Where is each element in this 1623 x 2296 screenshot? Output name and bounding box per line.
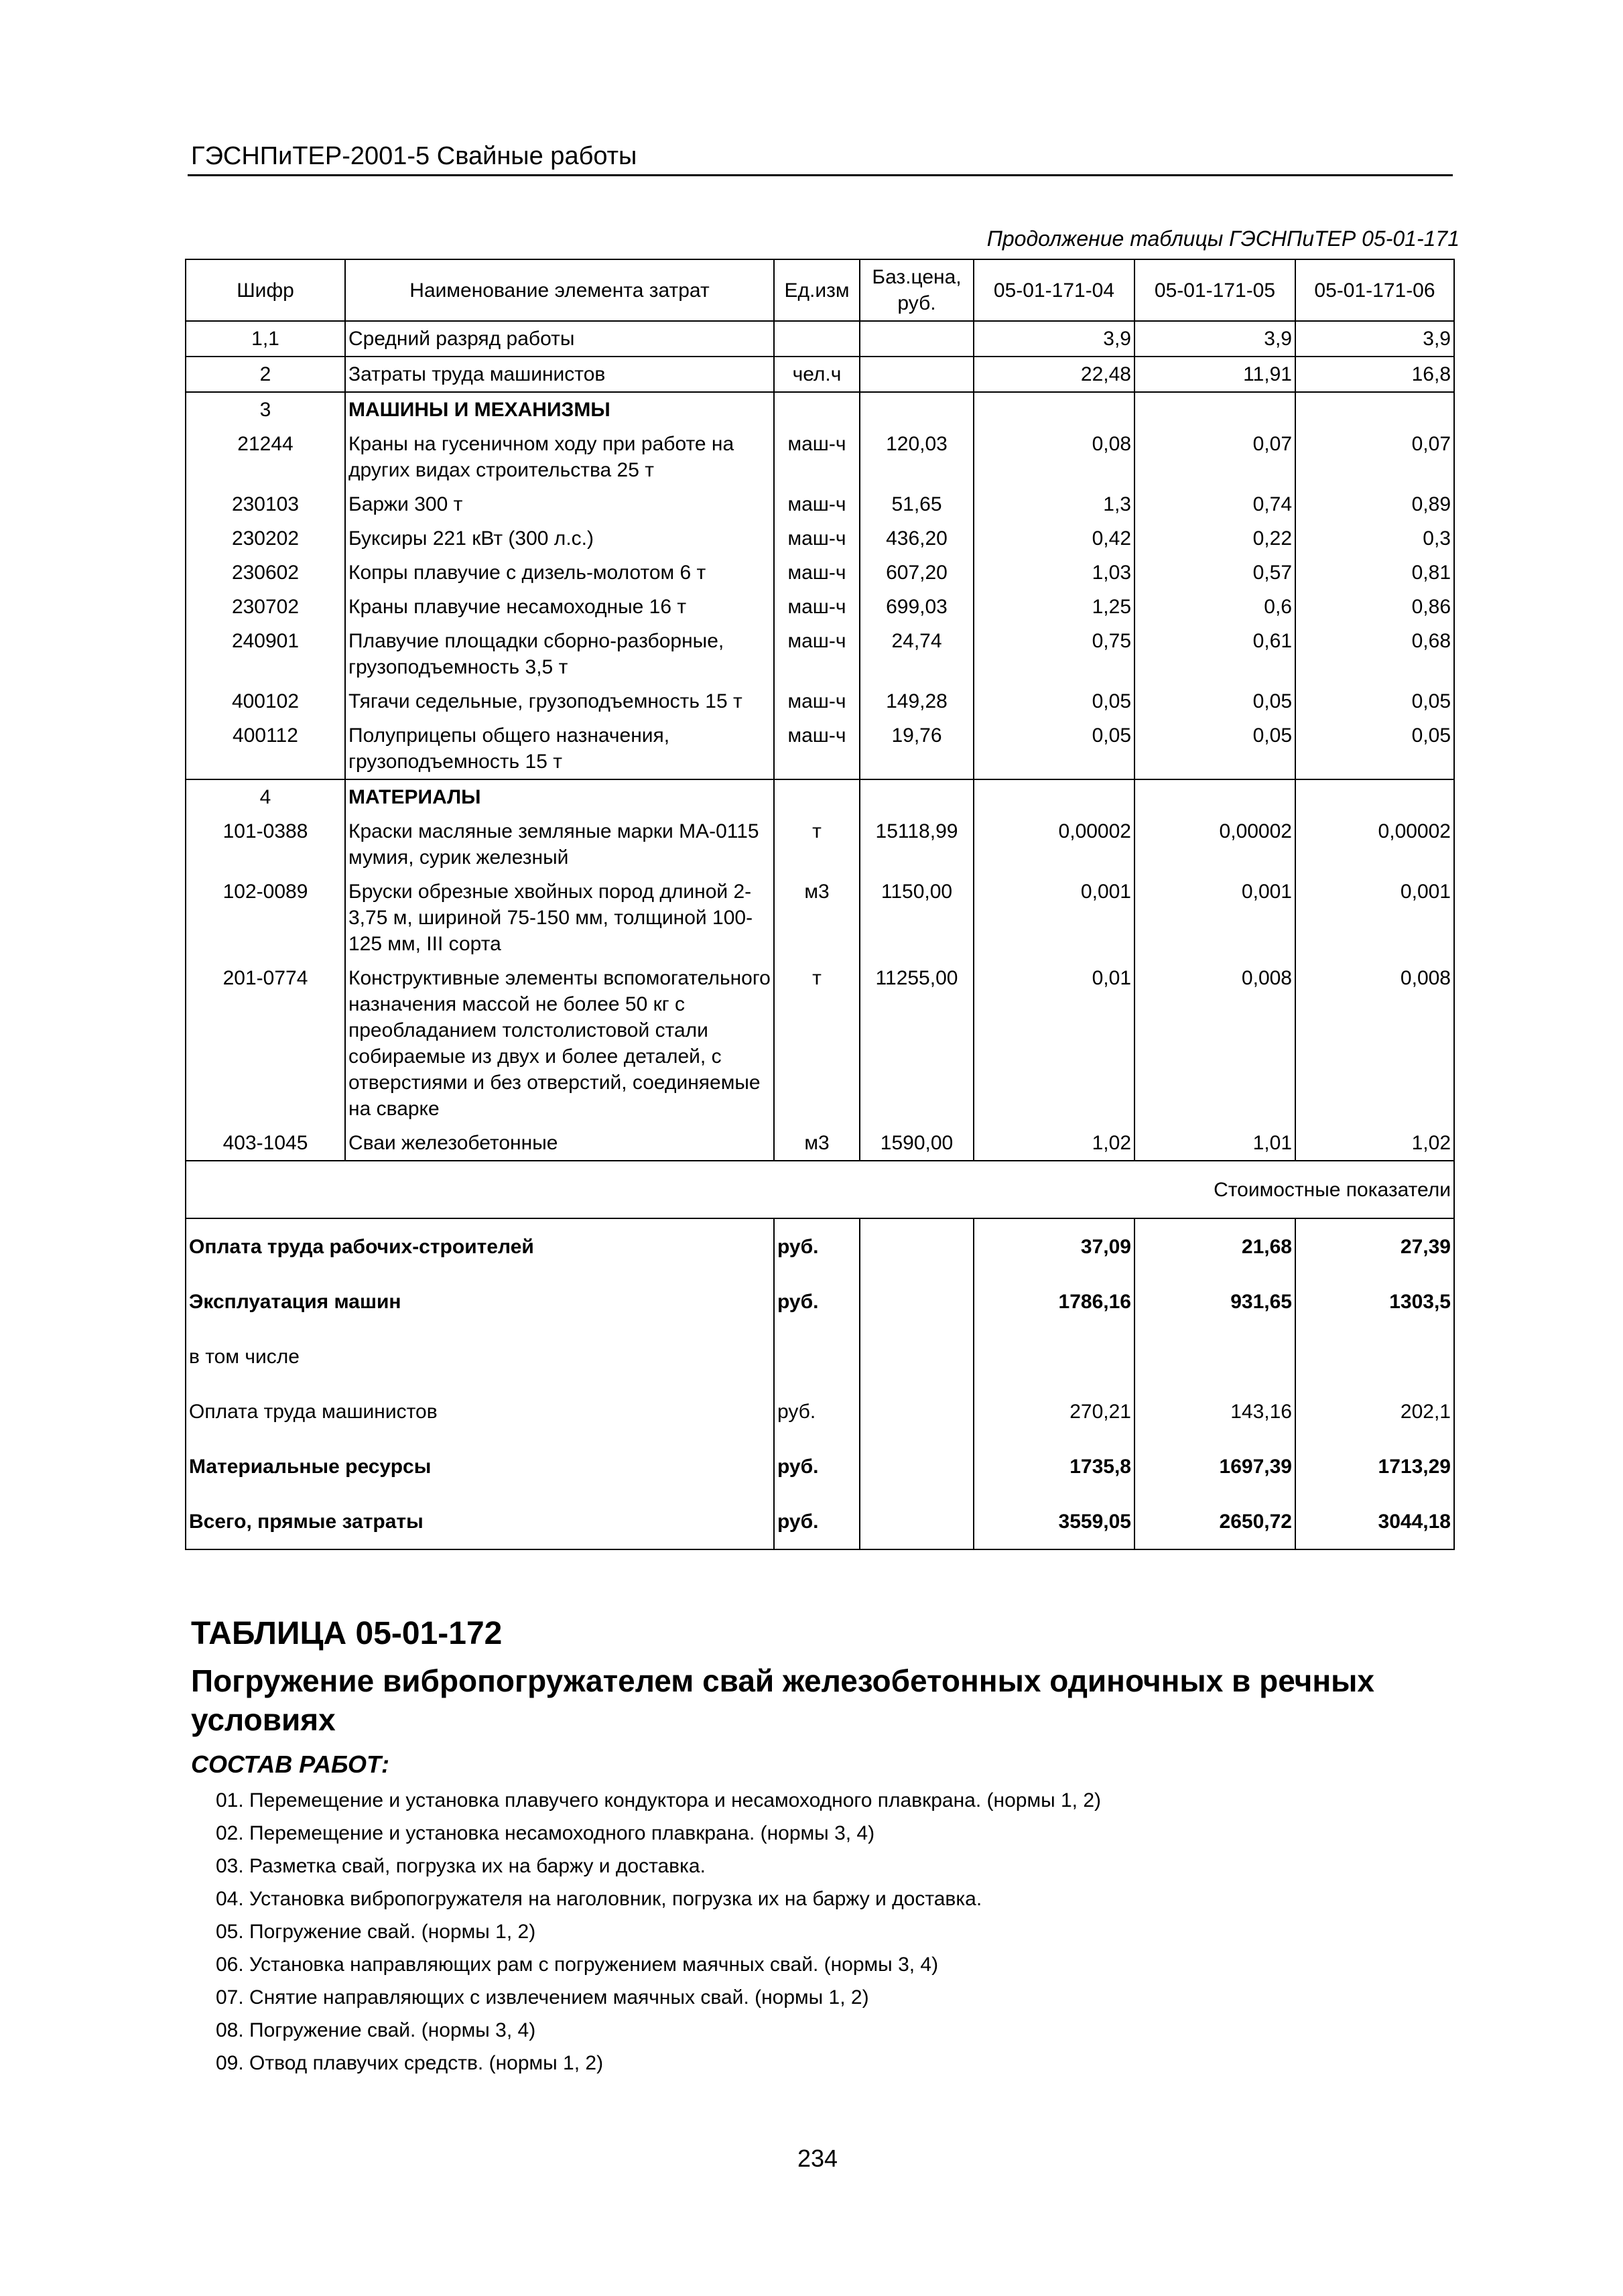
cell-value-06: 16,8 — [1295, 357, 1454, 392]
cell-price: 19,76 — [860, 718, 974, 779]
table-row — [186, 321, 1454, 357]
cell-value-04: 0,05 — [974, 718, 1134, 779]
cell-value-04: 3,9 — [974, 321, 1134, 357]
list-item: 02. Перемещение и установка несамоходного плавкрана. (нормы 3, 4) — [216, 1822, 875, 1844]
resource-cost-table — [185, 259, 1455, 1550]
table-row — [186, 1126, 1454, 1161]
cell-value-06: 0,89 — [1295, 487, 1454, 521]
list-item: 06. Установка направляющих рам с погружением маячных свай. (нормы 3, 4) — [216, 1954, 939, 1976]
list-item: 05. Погружение свай. (нормы 1, 2) — [216, 1921, 536, 1943]
cell-price: 120,03 — [860, 427, 974, 487]
footer-name: Оплата труда машинистов — [186, 1384, 774, 1439]
cell-unit: маш-ч — [774, 427, 860, 487]
cell-code: 230202 — [186, 521, 345, 556]
table-row — [186, 427, 1454, 487]
cell-value-06: 0,86 — [1295, 590, 1454, 624]
footer-value-05: 143,16 — [1134, 1384, 1295, 1439]
cell-unit: маш-ч — [774, 624, 860, 684]
footer-value-05: 1697,39 — [1134, 1439, 1295, 1494]
cell-code: 400112 — [186, 718, 345, 779]
footer-unit: руб. — [774, 1494, 860, 1549]
cell-value-05 — [1134, 779, 1295, 814]
footer-value-04: 1735,8 — [974, 1439, 1134, 1494]
footer-value-04: 270,21 — [974, 1384, 1134, 1439]
footer-value-05: 21,68 — [1134, 1218, 1295, 1274]
footer-value-06: 1303,5 — [1295, 1274, 1454, 1329]
cell-unit: маш-ч — [774, 556, 860, 590]
section-subtitle: Погружение вибропогружателем свай железобетонных одиночных в речных условиях — [191, 1663, 1375, 1737]
cell-value-06: 0,81 — [1295, 556, 1454, 590]
footer-row — [186, 1329, 1454, 1384]
cell-value-04: 0,00002 — [974, 814, 1134, 875]
column-header-base-price: Баз.цена, руб. — [860, 259, 974, 321]
cell-price: 51,65 — [860, 487, 974, 521]
footer-value-06: 3044,18 — [1295, 1494, 1454, 1549]
cell-unit: маш-ч — [774, 684, 860, 718]
footer-unit: руб. — [774, 1384, 860, 1439]
footer-price — [860, 1384, 974, 1439]
cell-value-05: 0,05 — [1134, 684, 1295, 718]
cell-value-05 — [1134, 392, 1295, 427]
table-row — [186, 624, 1454, 684]
cell-value-06: 3,9 — [1295, 321, 1454, 357]
cell-price: 149,28 — [860, 684, 974, 718]
cell-value-04: 0,01 — [974, 961, 1134, 1126]
table-section-row — [186, 779, 1454, 814]
table-section-row — [186, 392, 1454, 427]
cell-name: Затраты труда машинистов — [345, 357, 774, 392]
footer-row — [186, 1384, 1454, 1439]
footer-value-06 — [1295, 1329, 1454, 1384]
cell-price — [860, 779, 974, 814]
cell-value-05: 0,74 — [1134, 487, 1295, 521]
column-header-norm-05: 05-01-171-05 — [1134, 259, 1295, 321]
cell-price: 1590,00 — [860, 1126, 974, 1161]
cell-value-06: 0,008 — [1295, 961, 1454, 1126]
works-list — [216, 1789, 1101, 2085]
cell-code: 21244 — [186, 427, 345, 487]
cell-name: Копры плавучие с дизель-молотом 6 т — [345, 556, 774, 590]
cell-name: Краски масляные земляные марки МА-0115 мумия, сурик железный — [345, 814, 774, 875]
cell-price: 15118,99 — [860, 814, 974, 875]
footer-unit — [774, 1329, 860, 1384]
footer-name: Материальные ресурсы — [186, 1439, 774, 1494]
cell-value-06: 1,02 — [1295, 1126, 1454, 1161]
cell-unit — [774, 392, 860, 427]
column-header-norm-04: 05-01-171-04 — [974, 259, 1134, 321]
cell-price: 24,74 — [860, 624, 974, 684]
footer-price — [860, 1274, 974, 1329]
cell-value-06 — [1295, 392, 1454, 427]
cell-unit: маш-ч — [774, 487, 860, 521]
table-row — [186, 961, 1454, 1126]
footer-unit: руб. — [774, 1218, 860, 1274]
section-title: ТАБЛИЦА 05-01-172 — [191, 1616, 503, 1651]
page-number: 234 — [797, 2145, 838, 2172]
cell-name: Средний разряд работы — [345, 321, 774, 357]
cell-price: 1150,00 — [860, 875, 974, 961]
cell-code: 230702 — [186, 590, 345, 624]
cell-name: Конструктивные элементы вспомогательного назначения массой не более 50 кг с преобладанием толстолистовой стали собираемые из двух и более деталей, с отверстиями и без отверстий, соединяемые на сварке — [345, 961, 774, 1126]
footer-value-06: 202,1 — [1295, 1384, 1454, 1439]
cell-name: Плавучие площадки сборно-разборные, грузоподъемность 3,5 т — [345, 624, 774, 684]
cost-indicators-label: Стоимостные показатели — [186, 1161, 1454, 1218]
footer-value-05: 2650,72 — [1134, 1494, 1295, 1549]
cell-unit: маш-ч — [774, 521, 860, 556]
footer-value-04 — [974, 1329, 1134, 1384]
cell-price: 11255,00 — [860, 961, 974, 1126]
cell-value-04: 1,25 — [974, 590, 1134, 624]
cell-name: Краны на гусеничном ходу при работе на других видах строительства 25 т — [345, 427, 774, 487]
footer-row — [186, 1218, 1454, 1274]
table-row — [186, 814, 1454, 875]
cell-unit: м3 — [774, 875, 860, 961]
cell-name: Тягачи седельные, грузоподъемность 15 т — [345, 684, 774, 718]
cell-unit: т — [774, 961, 860, 1126]
cell-unit — [774, 779, 860, 814]
page-header: ГЭСНПиТЕР-2001-5 Свайные работы — [191, 142, 637, 170]
cell-code: 230103 — [186, 487, 345, 521]
cell-value-04 — [974, 779, 1134, 814]
cell-value-06: 0,05 — [1295, 684, 1454, 718]
cell-price — [860, 321, 974, 357]
header-divider — [188, 174, 1453, 176]
cell-name: Бруски обрезные хвойных пород длиной 2-3,75 м, шириной 75-150 мм, толщиной 100-125 мм, III сорта — [345, 875, 774, 961]
cell-value-04: 0,05 — [974, 684, 1134, 718]
cell-value-04: 22,48 — [974, 357, 1134, 392]
cell-value-06: 0,68 — [1295, 624, 1454, 684]
table-row — [186, 487, 1454, 521]
footer-row — [186, 1494, 1454, 1549]
footer-price — [860, 1218, 974, 1274]
table-row — [186, 521, 1454, 556]
cell-value-04: 0,42 — [974, 521, 1134, 556]
cell-value-04: 1,3 — [974, 487, 1134, 521]
column-header-code: Шифр — [186, 259, 345, 321]
footer-unit: руб. — [774, 1274, 860, 1329]
cell-unit: чел.ч — [774, 357, 860, 392]
table-row — [186, 590, 1454, 624]
cell-name: МАТЕРИАЛЫ — [345, 779, 774, 814]
cell-code: 2 — [186, 357, 345, 392]
table-body — [186, 321, 1454, 1549]
cell-value-05: 11,91 — [1134, 357, 1295, 392]
cell-value-06: 0,07 — [1295, 427, 1454, 487]
table-continuation-note: Продолжение таблицы ГЭСНПиТЕР 05-01-171 — [986, 227, 1459, 251]
footer-price — [860, 1494, 974, 1549]
cell-price — [860, 392, 974, 427]
cell-code: 403-1045 — [186, 1126, 345, 1161]
cell-price: 699,03 — [860, 590, 974, 624]
table-row — [186, 357, 1454, 392]
list-item: 03. Разметка свай, погрузка их на баржу и доставка. — [216, 1855, 706, 1877]
cell-value-05: 3,9 — [1134, 321, 1295, 357]
footer-row — [186, 1439, 1454, 1494]
cell-code: 240901 — [186, 624, 345, 684]
cell-unit: т — [774, 814, 860, 875]
cell-code: 101-0388 — [186, 814, 345, 875]
cell-name: МАШИНЫ И МЕХАНИЗМЫ — [345, 392, 774, 427]
cell-value-05: 0,61 — [1134, 624, 1295, 684]
list-item: 08. Погружение свай. (нормы 3, 4) — [216, 2019, 536, 2041]
cell-code: 201-0774 — [186, 961, 345, 1126]
works-title: СОСТАВ РАБОТ: — [191, 1750, 389, 1778]
footer-name: в том числе — [186, 1329, 774, 1384]
cell-name: Сваи железобетонные — [345, 1126, 774, 1161]
footer-name: Оплата труда рабочих-строителей — [186, 1218, 774, 1274]
footer-row — [186, 1274, 1454, 1329]
cell-value-05: 0,008 — [1134, 961, 1295, 1126]
cell-name: Буксиры 221 кВт (300 л.с.) — [345, 521, 774, 556]
cell-unit — [774, 321, 860, 357]
cell-price: 436,20 — [860, 521, 974, 556]
footer-unit: руб. — [774, 1439, 860, 1494]
footer-name: Всего, прямые затраты — [186, 1494, 774, 1549]
cell-code: 3 — [186, 392, 345, 427]
cell-price — [860, 357, 974, 392]
table-row — [186, 875, 1454, 961]
cell-unit: маш-ч — [774, 718, 860, 779]
footer-value-04: 3559,05 — [974, 1494, 1134, 1549]
list-item: 01. Перемещение и установка плавучего кондуктора и несамоходного плавкрана. (нормы 1, 2) — [216, 1789, 1101, 1811]
cell-value-05: 0,05 — [1134, 718, 1295, 779]
cell-value-05: 0,00002 — [1134, 814, 1295, 875]
cell-value-05: 0,57 — [1134, 556, 1295, 590]
list-item: 09. Отвод плавучих средств. (нормы 1, 2) — [216, 2052, 604, 2074]
cost-indicators-row — [186, 1161, 1454, 1218]
list-item: 07. Снятие направляющих с извлечением маячных свай. (нормы 1, 2) — [216, 1986, 869, 2008]
cell-value-04: 0,75 — [974, 624, 1134, 684]
table-row — [186, 556, 1454, 590]
cell-code: 4 — [186, 779, 345, 814]
footer-value-04: 37,09 — [974, 1218, 1134, 1274]
column-header-unit: Ед.изм — [774, 259, 860, 321]
cell-name: Полуприцепы общего назначения, грузоподъемность 15 т — [345, 718, 774, 779]
cell-name: Краны плавучие несамоходные 16 т — [345, 590, 774, 624]
table-header — [186, 259, 1454, 321]
cell-value-06 — [1295, 779, 1454, 814]
table-row — [186, 718, 1454, 779]
footer-value-06: 27,39 — [1295, 1218, 1454, 1274]
cell-name: Баржи 300 т — [345, 487, 774, 521]
cell-value-06: 0,001 — [1295, 875, 1454, 961]
footer-price — [860, 1439, 974, 1494]
footer-value-05: 931,65 — [1134, 1274, 1295, 1329]
cell-value-06: 0,3 — [1295, 521, 1454, 556]
list-item: 04. Установка вибропогружателя на наголовник, погрузка их на баржу и доставка. — [216, 1888, 982, 1910]
cell-value-06: 0,05 — [1295, 718, 1454, 779]
table-row — [186, 684, 1454, 718]
cell-code: 230602 — [186, 556, 345, 590]
cell-value-04: 1,02 — [974, 1126, 1134, 1161]
column-header-name: Наименование элемента затрат — [345, 259, 774, 321]
cell-value-05: 1,01 — [1134, 1126, 1295, 1161]
cell-value-05: 0,22 — [1134, 521, 1295, 556]
footer-name: Эксплуатация машин — [186, 1274, 774, 1329]
cell-value-05: 0,6 — [1134, 590, 1295, 624]
footer-value-05 — [1134, 1329, 1295, 1384]
cell-unit: маш-ч — [774, 590, 860, 624]
cell-value-04: 0,001 — [974, 875, 1134, 961]
column-header-norm-06: 05-01-171-06 — [1295, 259, 1454, 321]
footer-value-04: 1786,16 — [974, 1274, 1134, 1329]
cell-code: 400102 — [186, 684, 345, 718]
cell-code: 1,1 — [186, 321, 345, 357]
cell-value-05: 0,07 — [1134, 427, 1295, 487]
cell-value-05: 0,001 — [1134, 875, 1295, 961]
footer-price — [860, 1329, 974, 1384]
footer-value-06: 1713,29 — [1295, 1439, 1454, 1494]
cell-code: 102-0089 — [186, 875, 345, 961]
cell-value-04 — [974, 392, 1134, 427]
cell-value-06: 0,00002 — [1295, 814, 1454, 875]
cell-unit: м3 — [774, 1126, 860, 1161]
cell-value-04: 1,03 — [974, 556, 1134, 590]
cell-price: 607,20 — [860, 556, 974, 590]
cell-value-04: 0,08 — [974, 427, 1134, 487]
